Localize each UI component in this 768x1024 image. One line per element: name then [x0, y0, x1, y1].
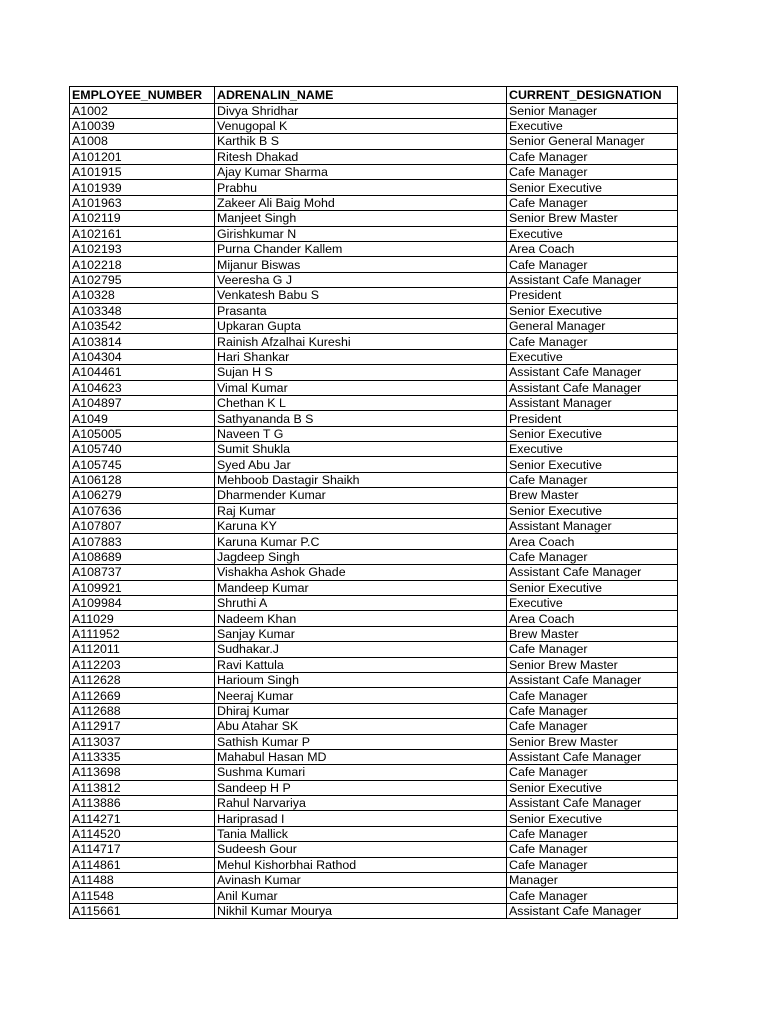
employee-number-cell: A102795 — [70, 272, 215, 287]
current-designation-cell: Cafe Manager — [507, 765, 678, 780]
table-row — [70, 426, 678, 441]
adrenalin-name-cell: Sanjay Kumar — [215, 626, 507, 641]
table-row — [70, 549, 678, 564]
table-row — [70, 118, 678, 133]
table-row — [70, 703, 678, 718]
table-row — [70, 334, 678, 349]
employee-number-cell: A101915 — [70, 165, 215, 180]
current-designation-cell: Senior Manager — [507, 103, 678, 118]
current-designation-cell: Senior Executive — [507, 303, 678, 318]
employee-number-cell: A105745 — [70, 457, 215, 472]
table-row — [70, 888, 678, 903]
table-row — [70, 457, 678, 472]
adrenalin-name-cell: Karthik B S — [215, 134, 507, 149]
table-row — [70, 242, 678, 257]
table-row — [70, 873, 678, 888]
table-row — [70, 165, 678, 180]
table-row — [70, 472, 678, 487]
current-designation-cell: Cafe Manager — [507, 149, 678, 164]
current-designation-header: CURRENT_DESIGNATION — [507, 87, 678, 104]
current-designation-cell: Senior Brew Master — [507, 657, 678, 672]
current-designation-cell: Assistant Manager — [507, 395, 678, 410]
adrenalin-name-cell: Sudhakar.J — [215, 642, 507, 657]
adrenalin-name-cell: Mehboob Dastagir Shaikh — [215, 472, 507, 487]
adrenalin-name-cell: Syed Abu Jar — [215, 457, 507, 472]
table-row — [70, 596, 678, 611]
table-row — [70, 149, 678, 164]
adrenalin-name-cell: Dhiraj Kumar — [215, 703, 507, 718]
adrenalin-name-cell: Rainish Afzalhai Kureshi — [215, 334, 507, 349]
employee-number-cell: A104623 — [70, 380, 215, 395]
current-designation-cell: Cafe Manager — [507, 842, 678, 857]
employee-number-cell: A101963 — [70, 195, 215, 210]
current-designation-cell: Senior Brew Master — [507, 734, 678, 749]
current-designation-cell: Cafe Manager — [507, 688, 678, 703]
employee-number-cell: A114861 — [70, 857, 215, 872]
adrenalin-name-cell: Prasanta — [215, 303, 507, 318]
employee-number-cell: A1008 — [70, 134, 215, 149]
employee-number-cell: A1002 — [70, 103, 215, 118]
employee-number-cell: A113886 — [70, 796, 215, 811]
table-row — [70, 688, 678, 703]
table-row — [70, 488, 678, 503]
current-designation-cell: Senior Executive — [507, 180, 678, 195]
employee-number-cell: A112669 — [70, 688, 215, 703]
current-designation-cell: Executive — [507, 349, 678, 364]
adrenalin-name-cell: Raj Kumar — [215, 503, 507, 518]
adrenalin-name-cell: Dharmender Kumar — [215, 488, 507, 503]
current-designation-cell: Executive — [507, 226, 678, 241]
employee-number-cell: A101201 — [70, 149, 215, 164]
current-designation-cell: Brew Master — [507, 626, 678, 641]
employee-number-cell: A105740 — [70, 442, 215, 457]
table-row — [70, 811, 678, 826]
adrenalin-name-cell: Purna Chander Kallem — [215, 242, 507, 257]
adrenalin-name-cell: Abu Atahar SK — [215, 719, 507, 734]
employee-number-cell: A114271 — [70, 811, 215, 826]
table-row — [70, 442, 678, 457]
table-row — [70, 642, 678, 657]
current-designation-cell: Assistant Manager — [507, 519, 678, 534]
current-designation-cell: Assistant Cafe Manager — [507, 749, 678, 764]
adrenalin-name-cell: Sushma Kumari — [215, 765, 507, 780]
table-row — [70, 211, 678, 226]
employee-number-cell: A107636 — [70, 503, 215, 518]
current-designation-cell: Senior Executive — [507, 457, 678, 472]
employee-number-cell: A113812 — [70, 780, 215, 795]
employee-number-cell: A112688 — [70, 703, 215, 718]
employee-number-cell: A11548 — [70, 888, 215, 903]
current-designation-cell: Senior Executive — [507, 811, 678, 826]
table-row — [70, 903, 678, 918]
adrenalin-name-cell: Sumit Shukla — [215, 442, 507, 457]
employee-number-cell: A102218 — [70, 257, 215, 272]
adrenalin-name-cell: Jagdeep Singh — [215, 549, 507, 564]
employee-number-cell: A107883 — [70, 534, 215, 549]
adrenalin-name-cell: Mandeep Kumar — [215, 580, 507, 595]
current-designation-cell: Cafe Manager — [507, 195, 678, 210]
adrenalin-name-cell: Ajay Kumar Sharma — [215, 165, 507, 180]
employee-number-cell: A113335 — [70, 749, 215, 764]
table-row — [70, 796, 678, 811]
adrenalin-name-cell: Hariprasad I — [215, 811, 507, 826]
current-designation-cell: Brew Master — [507, 488, 678, 503]
table-row — [70, 503, 678, 518]
adrenalin-name-cell: Rahul Narvariya — [215, 796, 507, 811]
employee-number-cell: A112203 — [70, 657, 215, 672]
table-row — [70, 672, 678, 687]
current-designation-cell: General Manager — [507, 318, 678, 333]
table-row — [70, 380, 678, 395]
table-row — [70, 565, 678, 580]
table-row — [70, 103, 678, 118]
adrenalin-name-cell: Naveen T G — [215, 426, 507, 441]
adrenalin-name-cell: Nikhil Kumar Mourya — [215, 903, 507, 918]
table-row — [70, 534, 678, 549]
current-designation-cell: Assistant Cafe Manager — [507, 796, 678, 811]
adrenalin-name-cell: Mehul Kishorbhai Rathod — [215, 857, 507, 872]
adrenalin-name-cell: Sudeesh Gour — [215, 842, 507, 857]
employee-number-cell: A107807 — [70, 519, 215, 534]
adrenalin-name-cell: Upkaran Gupta — [215, 318, 507, 333]
adrenalin-name-cell: Vimal Kumar — [215, 380, 507, 395]
current-designation-cell: Assistant Cafe Manager — [507, 365, 678, 380]
current-designation-cell: Cafe Manager — [507, 826, 678, 841]
employee-number-cell: A111952 — [70, 626, 215, 641]
adrenalin-name-cell: Sathish Kumar P — [215, 734, 507, 749]
table-row — [70, 365, 678, 380]
employee-number-cell: A108689 — [70, 549, 215, 564]
employee-number-cell: A103814 — [70, 334, 215, 349]
adrenalin-name-cell: Anil Kumar — [215, 888, 507, 903]
current-designation-cell: Assistant Cafe Manager — [507, 380, 678, 395]
employee-number-cell: A10039 — [70, 118, 215, 133]
current-designation-cell: Assistant Cafe Manager — [507, 903, 678, 918]
table-row — [70, 288, 678, 303]
employee-number-cell: A103542 — [70, 318, 215, 333]
table-row — [70, 780, 678, 795]
current-designation-cell: Cafe Manager — [507, 472, 678, 487]
adrenalin-name-header: ADRENALIN_NAME — [215, 87, 507, 104]
current-designation-cell: Cafe Manager — [507, 334, 678, 349]
table-row — [70, 580, 678, 595]
adrenalin-name-cell: Ritesh Dhakad — [215, 149, 507, 164]
employee-number-cell: A102119 — [70, 211, 215, 226]
current-designation-cell: Cafe Manager — [507, 642, 678, 657]
table-row — [70, 842, 678, 857]
current-designation-cell: Assistant Cafe Manager — [507, 565, 678, 580]
adrenalin-name-cell: Neeraj Kumar — [215, 688, 507, 703]
current-designation-cell: Senior Brew Master — [507, 211, 678, 226]
current-designation-cell: Area Coach — [507, 242, 678, 257]
current-designation-cell: Senior Executive — [507, 426, 678, 441]
table-row — [70, 765, 678, 780]
current-designation-cell: Cafe Manager — [507, 165, 678, 180]
employee-number-cell: A104897 — [70, 395, 215, 410]
employee-number-cell: A109921 — [70, 580, 215, 595]
table-row — [70, 195, 678, 210]
employee-number-cell: A113698 — [70, 765, 215, 780]
current-designation-cell: Executive — [507, 596, 678, 611]
adrenalin-name-cell: Veeresha G J — [215, 272, 507, 287]
current-designation-cell: President — [507, 288, 678, 303]
adrenalin-name-cell: Hari Shankar — [215, 349, 507, 364]
employee-number-cell: A113037 — [70, 734, 215, 749]
employee-number-cell: A114520 — [70, 826, 215, 841]
current-designation-cell: Executive — [507, 442, 678, 457]
employee-number-cell: A11029 — [70, 611, 215, 626]
current-designation-cell: Cafe Manager — [507, 549, 678, 564]
table-body — [70, 103, 678, 919]
adrenalin-name-cell: Karuna KY — [215, 519, 507, 534]
adrenalin-name-cell: Harioum Singh — [215, 672, 507, 687]
current-designation-cell: Cafe Manager — [507, 257, 678, 272]
adrenalin-name-cell: Divya Shridhar — [215, 103, 507, 118]
table-row — [70, 411, 678, 426]
current-designation-cell: President — [507, 411, 678, 426]
table-row — [70, 826, 678, 841]
table-row — [70, 272, 678, 287]
adrenalin-name-cell: Venkatesh Babu S — [215, 288, 507, 303]
header-row — [70, 87, 678, 104]
employee-number-cell: A112011 — [70, 642, 215, 657]
adrenalin-name-cell: Tania Mallick — [215, 826, 507, 841]
employee-number-cell: A106128 — [70, 472, 215, 487]
current-designation-cell: Cafe Manager — [507, 888, 678, 903]
table-row — [70, 611, 678, 626]
table-row — [70, 180, 678, 195]
adrenalin-name-cell: Karuna Kumar P.C — [215, 534, 507, 549]
employee-number-cell: A11488 — [70, 873, 215, 888]
adrenalin-name-cell: Mijanur Biswas — [215, 257, 507, 272]
current-designation-cell: Area Coach — [507, 611, 678, 626]
table-row — [70, 519, 678, 534]
adrenalin-name-cell: Sujan H S — [215, 365, 507, 380]
employee-number-cell: A112917 — [70, 719, 215, 734]
current-designation-cell: Senior Executive — [507, 503, 678, 518]
employee-number-cell: A104304 — [70, 349, 215, 364]
adrenalin-name-cell: Vishakha Ashok Ghade — [215, 565, 507, 580]
adrenalin-name-cell: Avinash Kumar — [215, 873, 507, 888]
current-designation-cell: Assistant Cafe Manager — [507, 272, 678, 287]
table-row — [70, 134, 678, 149]
adrenalin-name-cell: Sandeep H P — [215, 780, 507, 795]
table-row — [70, 395, 678, 410]
adrenalin-name-cell: Zakeer Ali Baig Mohd — [215, 195, 507, 210]
table-row — [70, 226, 678, 241]
adrenalin-name-cell: Mahabul Hasan MD — [215, 749, 507, 764]
employee-number-cell: A102193 — [70, 242, 215, 257]
employee-number-cell: A106279 — [70, 488, 215, 503]
employee-table — [69, 86, 678, 919]
employee-number-cell: A108737 — [70, 565, 215, 580]
table-row — [70, 257, 678, 272]
employee-number-header: EMPLOYEE_NUMBER — [70, 87, 215, 104]
employee-number-cell: A10328 — [70, 288, 215, 303]
employee-number-cell: A101939 — [70, 180, 215, 195]
table-row — [70, 657, 678, 672]
employee-number-cell: A1049 — [70, 411, 215, 426]
current-designation-cell: Cafe Manager — [507, 857, 678, 872]
employee-number-cell: A114717 — [70, 842, 215, 857]
table-row — [70, 719, 678, 734]
current-designation-cell: Senior General Manager — [507, 134, 678, 149]
table-row — [70, 349, 678, 364]
current-designation-cell: Manager — [507, 873, 678, 888]
employee-number-cell: A102161 — [70, 226, 215, 241]
employee-number-cell: A112628 — [70, 672, 215, 687]
employee-number-cell: A103348 — [70, 303, 215, 318]
employee-number-cell: A109984 — [70, 596, 215, 611]
current-designation-cell: Senior Executive — [507, 780, 678, 795]
adrenalin-name-cell: Girishkumar N — [215, 226, 507, 241]
table-row — [70, 857, 678, 872]
current-designation-cell: Senior Executive — [507, 580, 678, 595]
adrenalin-name-cell: Shruthi A — [215, 596, 507, 611]
current-designation-cell: Area Coach — [507, 534, 678, 549]
current-designation-cell: Executive — [507, 118, 678, 133]
table-row — [70, 626, 678, 641]
adrenalin-name-cell: Prabhu — [215, 180, 507, 195]
table-row — [70, 318, 678, 333]
adrenalin-name-cell: Manjeet Singh — [215, 211, 507, 226]
table-row — [70, 303, 678, 318]
table-header — [70, 87, 678, 104]
adrenalin-name-cell: Ravi Kattula — [215, 657, 507, 672]
adrenalin-name-cell: Sathyananda B S — [215, 411, 507, 426]
current-designation-cell: Assistant Cafe Manager — [507, 672, 678, 687]
adrenalin-name-cell: Chethan K L — [215, 395, 507, 410]
table-row — [70, 734, 678, 749]
current-designation-cell: Cafe Manager — [507, 719, 678, 734]
employee-number-cell: A115661 — [70, 903, 215, 918]
current-designation-cell: Cafe Manager — [507, 703, 678, 718]
adrenalin-name-cell: Nadeem Khan — [215, 611, 507, 626]
adrenalin-name-cell: Venugopal K — [215, 118, 507, 133]
table-row — [70, 749, 678, 764]
employee-number-cell: A105005 — [70, 426, 215, 441]
employee-number-cell: A104461 — [70, 365, 215, 380]
